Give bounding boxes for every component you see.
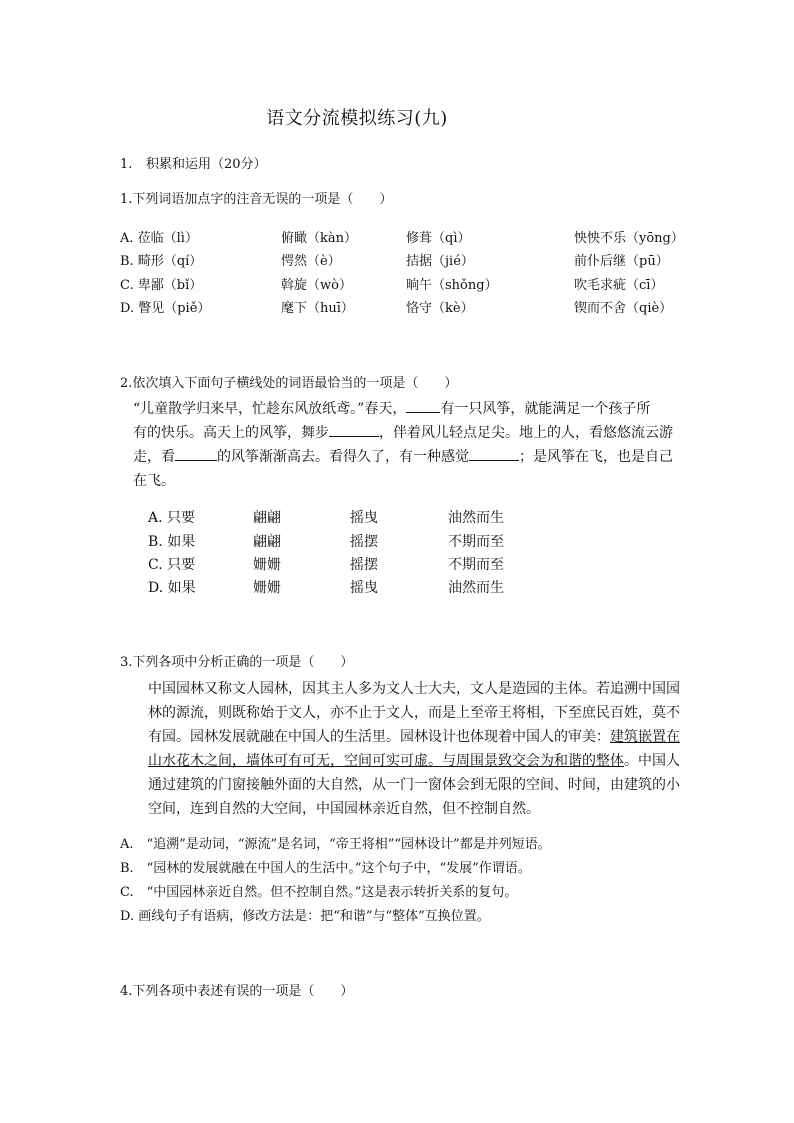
q2-opt-c-2: 姗姗 (253, 557, 281, 573)
q2-opt-a-2: 翩翩 (253, 510, 281, 526)
q1-opt-d-1: D. 瞥见（piě） (120, 301, 211, 316)
q3-line-2: 林的源流，则既称始于文人，亦不止于文人，而是上至帝王将相，下至庶民百姓，莫不 (148, 705, 680, 721)
q3-option-b: B. “园林的发展就融在中国人的生活中。”这个句子中，“发展”作谓语。 (120, 861, 531, 876)
q1-opt-d-4: 锲而不舍（qiè） (574, 301, 673, 316)
q2-opt-b-1: B. 如果 (148, 534, 196, 550)
q1-opt-d-2: 麾下（huī） (281, 301, 354, 316)
q2-line-3: 走，看 的风筝渐渐高去。看得久了，有一种感觉 ；是风筝在飞，也是自己 (133, 445, 673, 469)
q1-opt-b-3: 拮据（jié） (406, 254, 474, 269)
blank-2 (329, 422, 379, 437)
blank-1 (406, 398, 440, 413)
page-title: 语文分流模拟练习(九) (266, 108, 448, 129)
q2-line-4: 在飞。 (133, 473, 175, 489)
blank-3 (175, 446, 217, 461)
q2-line-1: “儿童散学归来早，忙趁东风放纸鸢。”春天， 有一只风筝，就能满足一个孩子所 (133, 397, 650, 421)
q2-opt-a-3: 摇曳 (350, 510, 378, 526)
q3-line-5: 通过建筑的门窗接触外面的大自然，从一门一窗体会到无限的空间、时间，由建筑的小 (148, 777, 680, 793)
q1-opt-a-2: 俯瞰（kàn） (281, 231, 358, 246)
q2-opt-c-4: 不期而至 (448, 557, 504, 573)
q1-opt-a-1: A. 莅临（lì） (120, 231, 198, 246)
q3-option-d: D. 画线句子有语病，修改方法是：把“和谐”与“整体”互换位置。 (120, 909, 490, 924)
q1-opt-b-4: 前仆后继（pū） (574, 254, 669, 269)
q1-stem: 1.下列词语加点字的注音无误的一项是（ ） (120, 192, 393, 207)
q2-opt-d-1: D. 如果 (148, 580, 196, 596)
q1-opt-b-1: B. 畸形（qí） (120, 254, 203, 269)
q1-opt-c-2: 斡旋（wò） (281, 278, 352, 293)
section-label: 积累和运用（20分） (146, 157, 267, 172)
q2-opt-c-1: C. 只要 (148, 557, 196, 573)
q1-opt-a-3: 修葺（qì） (406, 231, 471, 246)
q3-line-1: 中国园林又称文人园林，因其主人多为文人士大夫，文人是造园的主体。若追溯中国园 (148, 681, 680, 697)
underlined-sentence-part-1: 建筑嵌置在 (610, 729, 680, 745)
q3-option-a: A. “追溯”是动词，“源流”是名词，“帝王将相”“园林设计”都是并列短语。 (120, 837, 551, 852)
q3-line-4: 山水花木之间，墙体可有可无，空间可实可虚。与周围景致交会为和谐的整体。中国人 (148, 753, 680, 769)
q1-opt-c-4: 吹毛求疵（cī） (574, 278, 664, 293)
q1-opt-c-3: 晌午（shǒng） (406, 278, 498, 293)
q2-opt-a-4: 油然而生 (448, 510, 504, 526)
q1-opt-b-2: 愕然（è） (281, 254, 341, 269)
q2-opt-c-3: 摇摆 (350, 557, 378, 573)
q2-line-2: 有的快乐。高天上的风筝，舞步 ，伴着风儿轻点足尖。地上的人，看悠悠流云游 (133, 421, 673, 445)
q2-opt-d-2: 姗姗 (253, 580, 281, 596)
q3-line-3: 有园。园林发展就融在中国人的生活里。园林设计也体现着中国人的审美：建筑嵌置在 (148, 729, 680, 745)
q2-opt-d-4: 油然而生 (448, 580, 504, 596)
q1-opt-c-1: C. 卑鄙（bǐ） (120, 278, 203, 293)
section-number: 1. (120, 157, 133, 172)
q2-opt-b-4: 不期而至 (448, 534, 504, 550)
q3-option-c: C. “中国园林亲近自然。但不控制自然。”这是表示转折关系的复句。 (120, 885, 518, 900)
underlined-sentence-part-2: 山水花木之间，墙体可有可无，空间可实可虚。与周围景致交会为和谐的整体 (148, 753, 624, 769)
blank-4 (469, 446, 519, 461)
q1-opt-d-3: 恪守（kè） (406, 301, 474, 316)
q3-stem: 3.下列各项中分析正确的一项是（ ） (120, 655, 354, 670)
q2-opt-b-2: 翩翩 (253, 534, 281, 550)
q3-line-6: 空间，连到自然的大空间，中国园林亲近自然，但不控制自然。 (148, 801, 540, 817)
q2-opt-b-3: 摇摆 (350, 534, 378, 550)
q1-opt-a-4: 怏怏不乐（yōng） (574, 231, 684, 246)
q2-opt-a-1: A. 只要 (148, 510, 196, 526)
q4-stem: 4.下列各项中表述有误的一项是（ ） (120, 984, 354, 999)
q2-opt-d-3: 摇曳 (350, 580, 378, 596)
q2-stem: 2.依次填入下面句子横线处的词语最恰当的一项是（ ） (120, 376, 458, 391)
